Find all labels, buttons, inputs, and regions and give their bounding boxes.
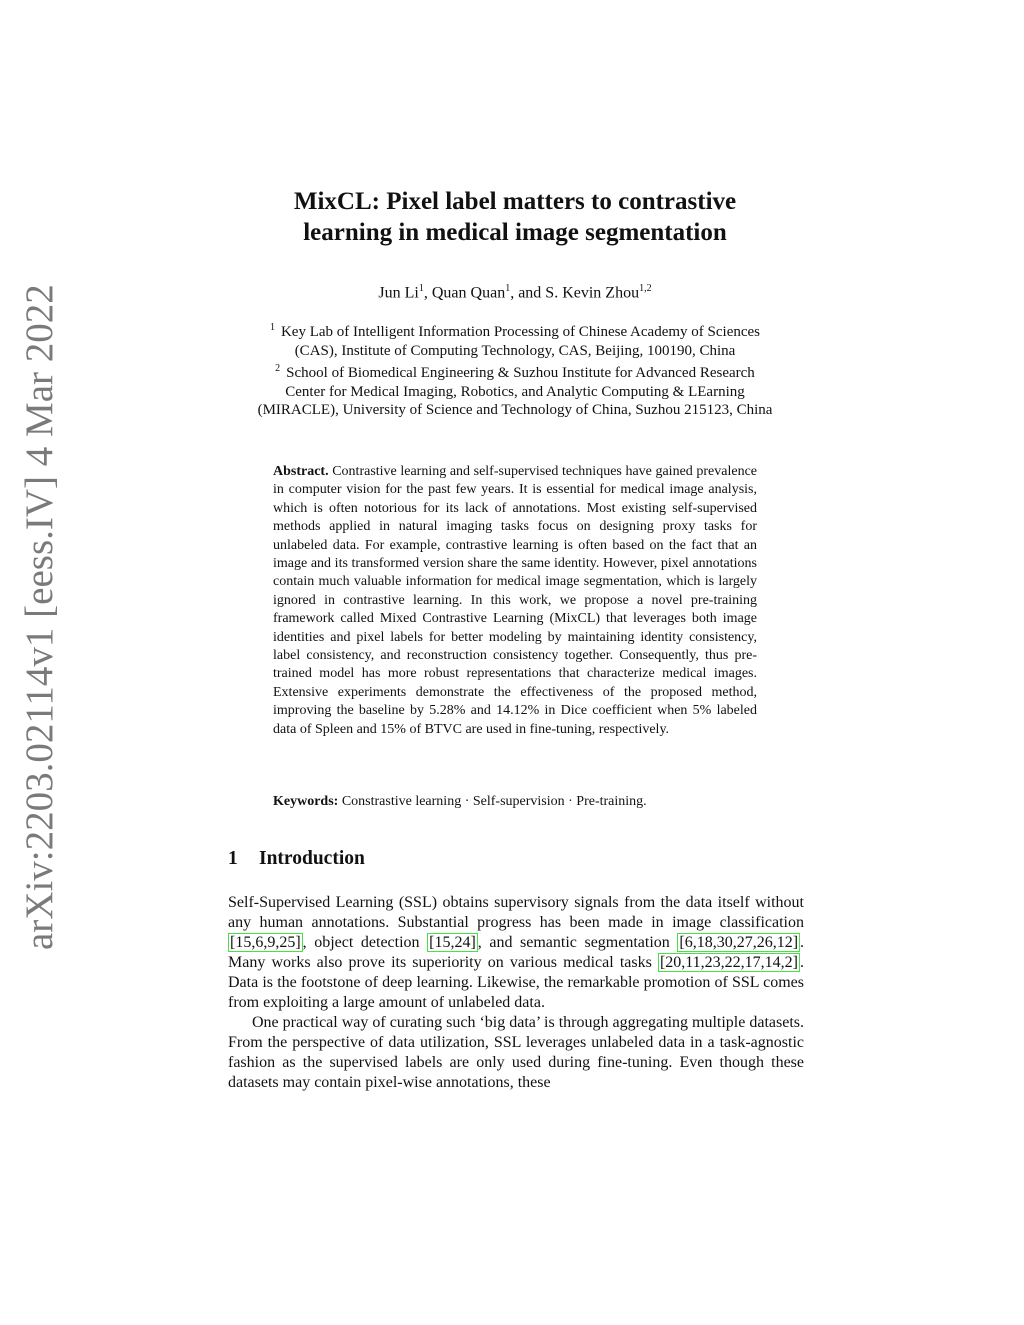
- affiliation-1-line-2: (CAS), Institute of Computing Technology, CAS, Beijing, 100190, China: [294, 342, 736, 359]
- author-2-affil: 1: [505, 283, 511, 294]
- author-3-affil: 1,2: [639, 283, 652, 294]
- section-heading-introduction: [228, 848, 365, 870]
- abstract: [273, 463, 757, 739]
- arxiv-identifier: arXiv:2203.02114v1 [eess.IV] 4 Mar 2022: [18, 284, 61, 950]
- affiliation-2-mark: 2: [275, 363, 281, 375]
- affiliation-2-line-2: Center for Medical Imaging, Robotics, and Analytic Computing & LEarning: [285, 383, 745, 400]
- citation-link[interactable]: [20,11,23,22,17,14,2]: [659, 954, 798, 971]
- paragraph-1-text-e: . Data is the footstone of deep learning. Likewise, the remarkable promotion of SSL comes from exploiting a large amount of unlabeled data.: [228, 954, 804, 1011]
- affiliation-2-text: School of Biomedical Engineering & Suzhou Institute for Advanced Research: [286, 365, 755, 382]
- affiliation-2-line-1: [0, 360, 1024, 383]
- title-line-2: learning in medical image segmentation: [303, 219, 727, 246]
- affiliation-2-line-3: (MIRACLE), University of Science and Technology of China, Suzhou 215123, China: [257, 402, 773, 419]
- author-2: Quan Quan: [431, 284, 506, 302]
- keywords-label: Keywords:: [273, 794, 339, 809]
- keywords: [273, 794, 773, 810]
- abstract-text: Contrastive learning and self-supervised techniques have gained prevalence in computer vision for the past few years. It is essential for medical image analysis, which is often notorious for its lack of annotations. Most existing self-supervised methods applied in natural imaging tasks focus on designing proxy tasks for unlabeled data. For example, contrastive learning is often based on the fact that an image and its transformed version share the same identity. However, pixel annotations contain much valuable information for medical image segmentation, which is largely ignored in contrastive learning. In this work, we propose a novel pre-training framework called Mixed Contrastive Learning (MixCL) that leverages both image identities and pixel labels for better modeling by maintaining identity consistency, label consistency, and reconstruction consistency together. Consequently, thus pre-trained model has more robust representations that characterize medical images. Extensive experiments demonstrate the effectiveness of the proposed method, improving the baseline by 5.28% and 14.12% in Dice coefficient when 5% labeled data of Spleen and 15% of BTVC are used in fine-tuning, respectively.: [273, 464, 758, 737]
- citation-link[interactable]: [6,18,30,27,26,12]: [679, 934, 799, 951]
- paragraph-1: [228, 893, 804, 1013]
- author-1-affil: 1: [418, 283, 424, 294]
- affiliation-1-text: Key Lab of Intelligent Information Processing of Chinese Academy of Sciences: [280, 324, 761, 340]
- abstract-label: Abstract.: [273, 464, 329, 479]
- paragraph-1-text-d: . Many works also prove its superiority on various medical tasks: [228, 934, 805, 971]
- paragraph-1-text-a: Self-Supervised Learning (SSL) obtains supervisory signals from the data itself without any human annotations. Substantial progress has been made in image classification: [228, 894, 804, 931]
- paragraph-2: One practical way of curating such ‘big data’ is through aggregating multiple datasets. From the perspective of data utilization, SSL leverages unlabeled data in a task-agnostic fashion as the supervised labels are only used during fine-tuning. Even though these datasets may contain pixel-wise annotations, these: [228, 1014, 804, 1091]
- affiliations: [0, 319, 1024, 420]
- citation-link[interactable]: [15,6,9,25]: [230, 934, 301, 951]
- citation-link[interactable]: [15,24]: [429, 934, 476, 951]
- keywords-text: Constrastive learning · Self-supervision · Pre-training.: [341, 794, 647, 809]
- paper-title: [0, 186, 1024, 248]
- paragraph-1-text-b: , object detection: [302, 934, 428, 951]
- title-line-1: MixCL: Pixel label matters to contrastive: [293, 188, 737, 215]
- author-1: Jun Li: [378, 284, 419, 302]
- affiliation-1-mark: 1: [269, 322, 275, 333]
- paragraph-1-text-c: , and semantic segmentation: [477, 934, 678, 951]
- author-3: and S. Kevin Zhou: [518, 284, 640, 302]
- introduction-body: [228, 893, 804, 1093]
- section-title: Introduction: [259, 848, 365, 869]
- affiliation-1-line-1: [0, 319, 1024, 342]
- author-list: Jun Li$^1$, Quan Quan$^1$, and S. Kevin Zhou$^{1,2}$: [378, 283, 652, 302]
- section-number: 1: [228, 848, 238, 869]
